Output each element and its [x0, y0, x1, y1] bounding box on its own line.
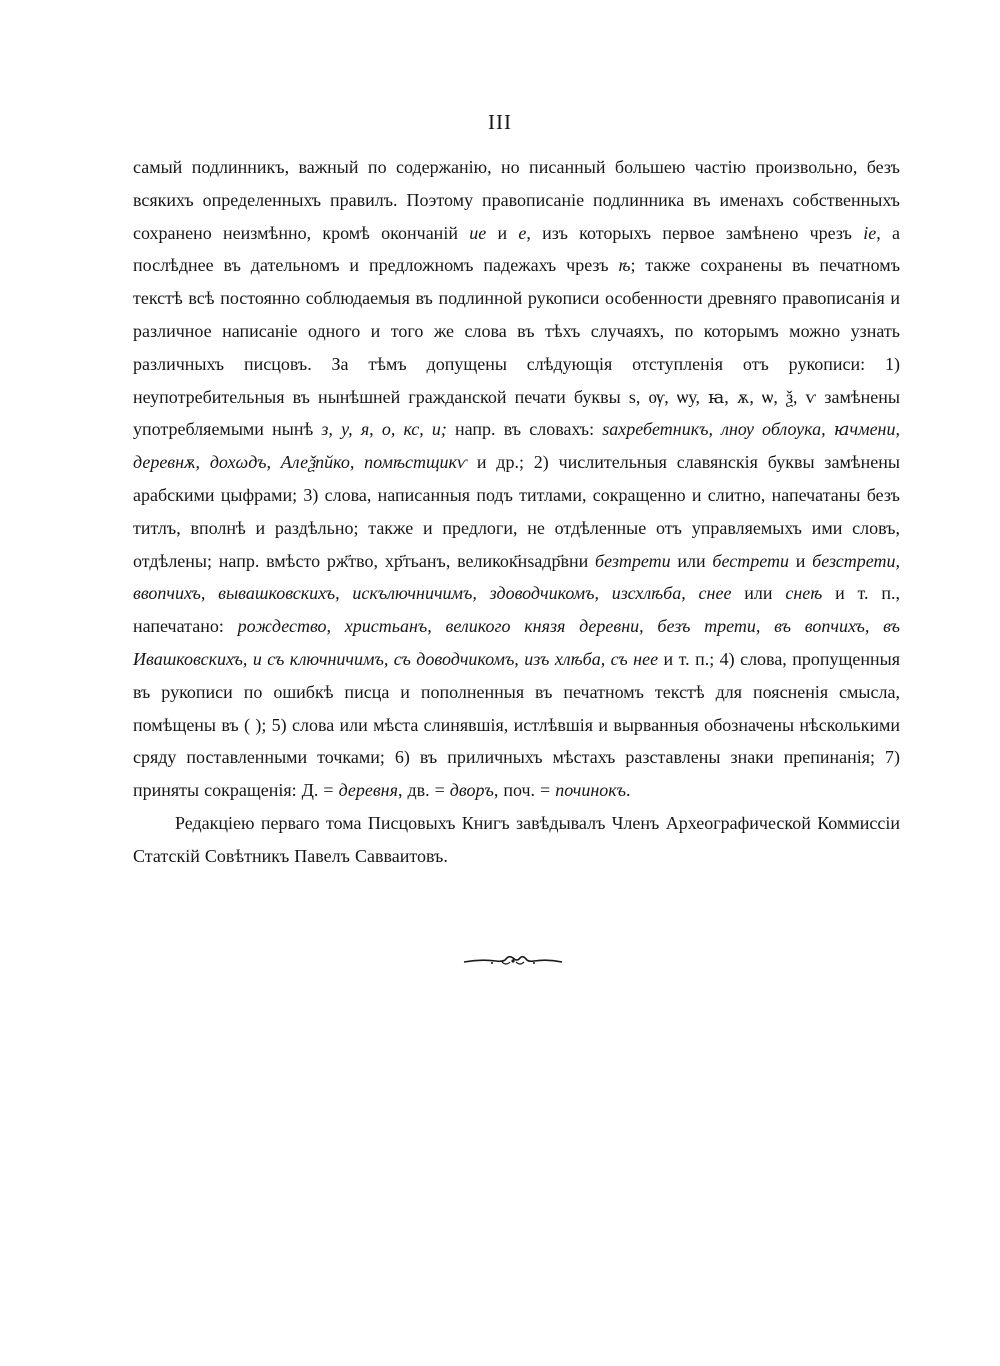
- text-span: и т. п.; 4) слова, пропущенныя въ рукописи по ошибкѣ писца и пополненныя въ печатномъ текстѣ для поясненія смысла, помѣщены въ ( ); 5) слова или мѣста слинявшія, истлѣвшія и вырванныя обозначены нѣсколькими сряду поставленными точками; 6) въ приличныхъ мѣстахъ разставлены знаки препинанія; 7) приняты сокращенія: Д. =: [133, 648, 901, 801]
- page-number: III: [488, 110, 512, 134]
- text-span: , поч. =: [493, 780, 556, 801]
- italic-span: бестрети: [712, 550, 789, 571]
- italic-span: е: [518, 222, 527, 243]
- text-span: , дв. =: [397, 780, 450, 801]
- text-span: , а послѣднее въ дательномъ и предложномъ падежахъ чрезъ: [133, 222, 901, 276]
- text-span: замѣнены употребляемыми нынѣ: [133, 386, 900, 440]
- text-span: или: [731, 583, 786, 604]
- italic-span: починокъ: [555, 780, 627, 801]
- text-span: [588, 551, 595, 571]
- text-span: самый подлинникъ, важный по содержанію, но писанный большею частію произвольно, безъ всякихъ определенныхъ правилъ. Поэтому правописаніе подлинника въ именахъ собственныхъ сохранено неизмѣнно, кромѣ окончаній: [133, 157, 900, 243]
- flourish-ornament-icon: [462, 950, 564, 972]
- italic-span: дворъ: [449, 780, 494, 801]
- italic-span: деревня: [338, 780, 398, 801]
- italic-span: ие: [469, 222, 487, 243]
- italic-span: іе: [863, 222, 877, 243]
- italic-span: безстрети, ввопчихъ, вывашковскихъ, искълючничимъ, здоводчикомъ, изсхлѣба, снее: [133, 550, 900, 604]
- text-span: и т. п., напечатано:: [133, 583, 900, 637]
- italic-span: ѕахребетникъ, лнѹ облоука, ꙗчмени, деревнѫ, дохωдъ, Алеѯпйко, помѣстщикѵ: [133, 419, 900, 473]
- italic-span: з, у, я, о, кс, и;: [321, 419, 447, 440]
- text-span: или: [670, 550, 713, 571]
- text-span: , изъ которыхъ первое замѣнено чрезъ: [526, 222, 864, 243]
- italic-span: снеѣ: [785, 583, 823, 604]
- italic-span: безтрети: [595, 550, 671, 571]
- italic-span: ѣ: [618, 255, 631, 276]
- text-span: ; также сохранены въ печатномъ текстѣ всѣ постоянно соблюдаемыя въ подлинной рукописи особенности древняго правописанія и различное написаніе одного и того же слова въ тѣхъ случаяхъ, по которымъ можно узнать различныхъ писцовъ. За тѣмъ допущены слѣдующія отступленія отъ рукописи: 1) неупотребительныя въ нынѣшней гражданской печати буквы: [133, 255, 901, 407]
- text-span: и др.; 2) числительныя славянскія буквы замѣнены арабскими цыфрами; 3) слова, написанныя подъ титлами, сокращенно и слитно, напечатаны безъ титлъ, вполнѣ и раздѣльно; также и предлоги, не отдѣленные отъ управляемыхъ ими словъ, отдѣлены; напр. вмѣсто: [133, 452, 901, 571]
- body-text: [133, 151, 900, 873]
- slavonic-letters: ѕ, ѹ, ѡу, ꙗ, ѫ, ѡ, ѯ, ѵ: [628, 386, 817, 407]
- paragraph-editorship: Редакціею перваго тома Писцовыхъ Книгъ завѣдывалъ Членъ Археографической Коммиссіи Статскій Совѣтникъ Павелъ Савваитовъ.: [133, 812, 900, 866]
- text-span: напр. въ словахъ:: [446, 419, 603, 440]
- text-span: и: [486, 222, 519, 243]
- text-span: и: [788, 550, 813, 571]
- italic-span: рождество, христьанъ, великого князя деревни, безъ трети, въ вопчихъ, въ Ивашковскихъ, и съ ключничимъ, съ доводчикомъ, изъ хлѣба, съ нее: [133, 616, 901, 669]
- slavonic-titlo-words: рж҃тво, хр҃тьанъ, великок҃нѕадр҃вни: [326, 550, 589, 571]
- paragraph-orthography-notes: [133, 151, 900, 807]
- text-span: .: [626, 780, 631, 801]
